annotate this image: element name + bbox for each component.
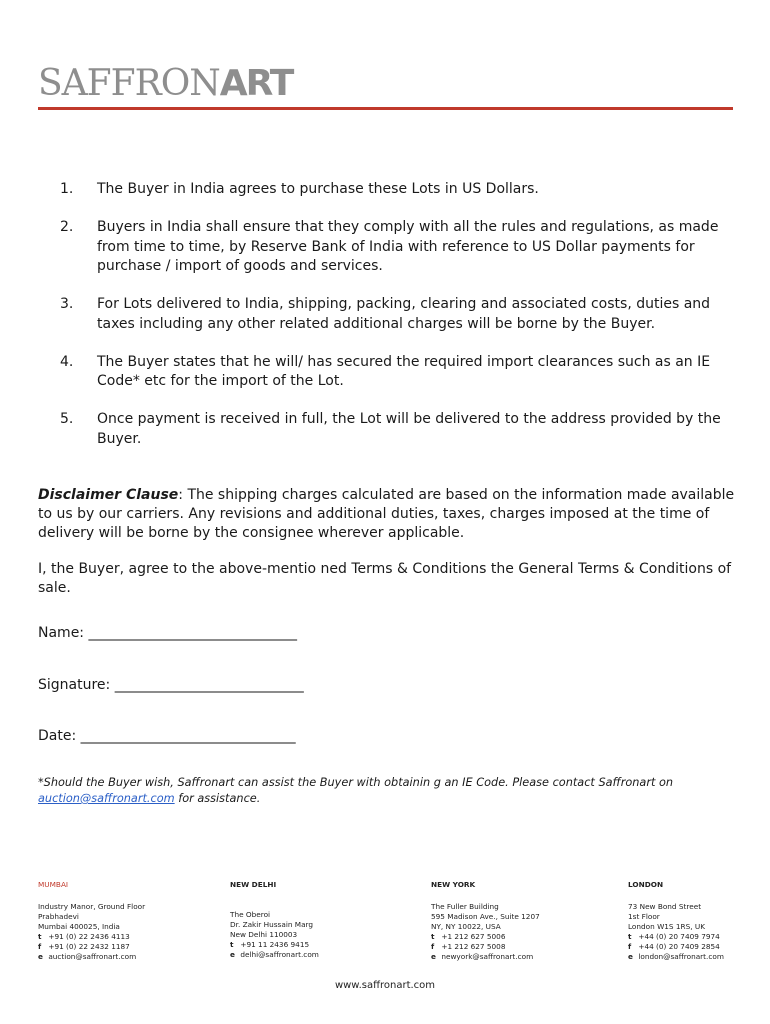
- office-email[interactable]: auction@saffronart.com: [48, 952, 137, 961]
- fax-label: f: [38, 942, 42, 951]
- signature-label: Signature:: [38, 677, 115, 693]
- address-line: The Oberoi: [230, 910, 271, 919]
- logo-text-bold: ART: [219, 63, 293, 104]
- auction-email-link[interactable]: auction@saffronart.com: [38, 792, 175, 805]
- header-divider: [38, 107, 733, 110]
- term-item: [60, 218, 740, 277]
- phone-line: [628, 932, 763, 942]
- fax-line: [431, 942, 616, 952]
- logo-text-light: SAFFRON: [38, 63, 220, 104]
- email-line: [431, 952, 616, 962]
- ie-code-note: [38, 775, 738, 807]
- signature-field[interactable]: [38, 675, 303, 695]
- name-label: Name:: [38, 625, 89, 641]
- office-name: MUMBAI: [38, 880, 69, 889]
- term-text: The Buyer in India agrees to purchase these Lots in US Dollars.: [97, 181, 539, 197]
- email-label: e: [38, 952, 43, 961]
- term-text: The Buyer states that he will/ has secured the required import clearances such as an IE Code* etc for the import of the Lot.: [97, 353, 711, 389]
- term-number: 4.: [60, 353, 74, 370]
- office-new-york: [431, 880, 616, 962]
- agreement-statement: I, the Buyer, agree to the above-mentio ned Terms & Conditions the General Terms & Conditions of sale.: [38, 561, 732, 596]
- phone-number: +1 212 627 5006: [441, 932, 506, 941]
- date-blank-line[interactable]: _________________________________: [80, 728, 296, 744]
- office-email[interactable]: london@saffronart.com: [638, 952, 724, 961]
- signature-blank-line[interactable]: _____________________________: [114, 677, 304, 693]
- office-mumbai: [38, 880, 223, 962]
- address-line: Industry Manor, Ground Floor: [38, 902, 146, 911]
- phone-line: [38, 932, 223, 942]
- office-name: NEW DELHI: [230, 880, 277, 889]
- fax-number: +1 212 627 5008: [441, 942, 506, 951]
- term-text: For Lots delivered to India, shipping, packing, clearing and associated costs, duties and taxes including any other related additional charges will be borne by the Buyer.: [97, 296, 711, 332]
- email-line: [38, 952, 223, 962]
- phone-line: [431, 932, 616, 942]
- fax-number: +44 (0) 20 7409 2854: [638, 942, 720, 951]
- email-label: e: [230, 950, 235, 959]
- disclaimer-paragraph: [38, 486, 738, 543]
- fax-number: +91 (0) 22 2432 1187: [48, 942, 130, 951]
- address-line: The Fuller Building: [431, 902, 499, 911]
- term-item: [60, 180, 740, 200]
- note-text-before: *Should the Buyer wish, Saffronart can assist the Buyer with obtainin g an IE Code. Please contact Saffronart on: [38, 776, 674, 789]
- address-line: 595 Madison Ave., Suite 1207: [431, 912, 540, 921]
- office-name: LONDON: [628, 880, 664, 889]
- email-line: [230, 950, 415, 960]
- term-item: [60, 295, 740, 334]
- terms-list: [60, 180, 740, 468]
- phone-label: t: [230, 940, 234, 949]
- fax-label: f: [431, 942, 435, 951]
- address-line: New Delhi 110003: [230, 930, 298, 939]
- name-field[interactable]: [38, 623, 296, 643]
- office-new-delhi: [230, 880, 415, 960]
- disclaimer-label: Disclaimer Clause: [38, 487, 179, 503]
- term-number: 1.: [60, 181, 74, 197]
- disclaimer-text: : The shipping charges calculated are based on the information made available to us by our carriers. Any revisions and additional duties, taxes, charges imposed at the time of delivery will be borne by the consignee wherever applicable.: [38, 487, 735, 541]
- office-email[interactable]: newyork@saffronart.com: [441, 952, 534, 961]
- phone-number: +91 11 2436 9415: [240, 940, 310, 949]
- email-label: e: [431, 952, 436, 961]
- term-text: Buyers in India shall ensure that they comply with all the rules and regulations, as made from time to time, by Reserve Bank of India with reference to US Dollar payments for purchase / import of goods and services.: [97, 219, 719, 274]
- address-line: London W1S 1RS, UK: [628, 922, 705, 931]
- date-field[interactable]: [38, 726, 295, 746]
- phone-label: t: [628, 932, 632, 941]
- email-label: e: [628, 952, 633, 961]
- saffronart-logo: [38, 63, 293, 104]
- phone-line: [230, 940, 415, 950]
- phone-label: t: [431, 932, 435, 941]
- office-email[interactable]: delhi@saffronart.com: [240, 950, 319, 959]
- term-text: Once payment is received in full, the Lot will be delivered to the address provided by the Buyer.: [97, 411, 721, 447]
- address-line: 73 New Bond Street: [628, 902, 702, 911]
- note-text-after: for assistance.: [174, 792, 261, 805]
- term-number: 3.: [60, 296, 74, 312]
- phone-number: +91 (0) 22 2436 4113: [48, 932, 130, 941]
- term-number: 5.: [60, 411, 74, 427]
- email-line: [628, 952, 763, 962]
- fax-label: f: [628, 942, 632, 951]
- address-line: 1st Floor: [628, 912, 660, 921]
- website-link[interactable]: www.saffronart.com: [334, 980, 436, 991]
- address-line: Prabhadevi: [38, 912, 79, 921]
- date-label: Date:: [38, 728, 81, 744]
- phone-number: +44 (0) 20 7409 7974: [638, 932, 720, 941]
- office-london: [628, 880, 763, 962]
- term-number: 2.: [60, 219, 74, 235]
- fax-line: [38, 942, 223, 952]
- term-item: [60, 353, 740, 392]
- term-item: [60, 410, 740, 449]
- name-blank-line[interactable]: ________________________________: [88, 625, 297, 641]
- address-line: Dr. Zakir Hussain Marg: [230, 920, 314, 929]
- address-line: Mumbai 400025, India: [38, 922, 120, 931]
- fax-line: [628, 942, 763, 952]
- office-name: NEW YORK: [431, 880, 476, 889]
- phone-label: t: [38, 932, 42, 941]
- address-line: NY, NY 10022, USA: [431, 922, 501, 931]
